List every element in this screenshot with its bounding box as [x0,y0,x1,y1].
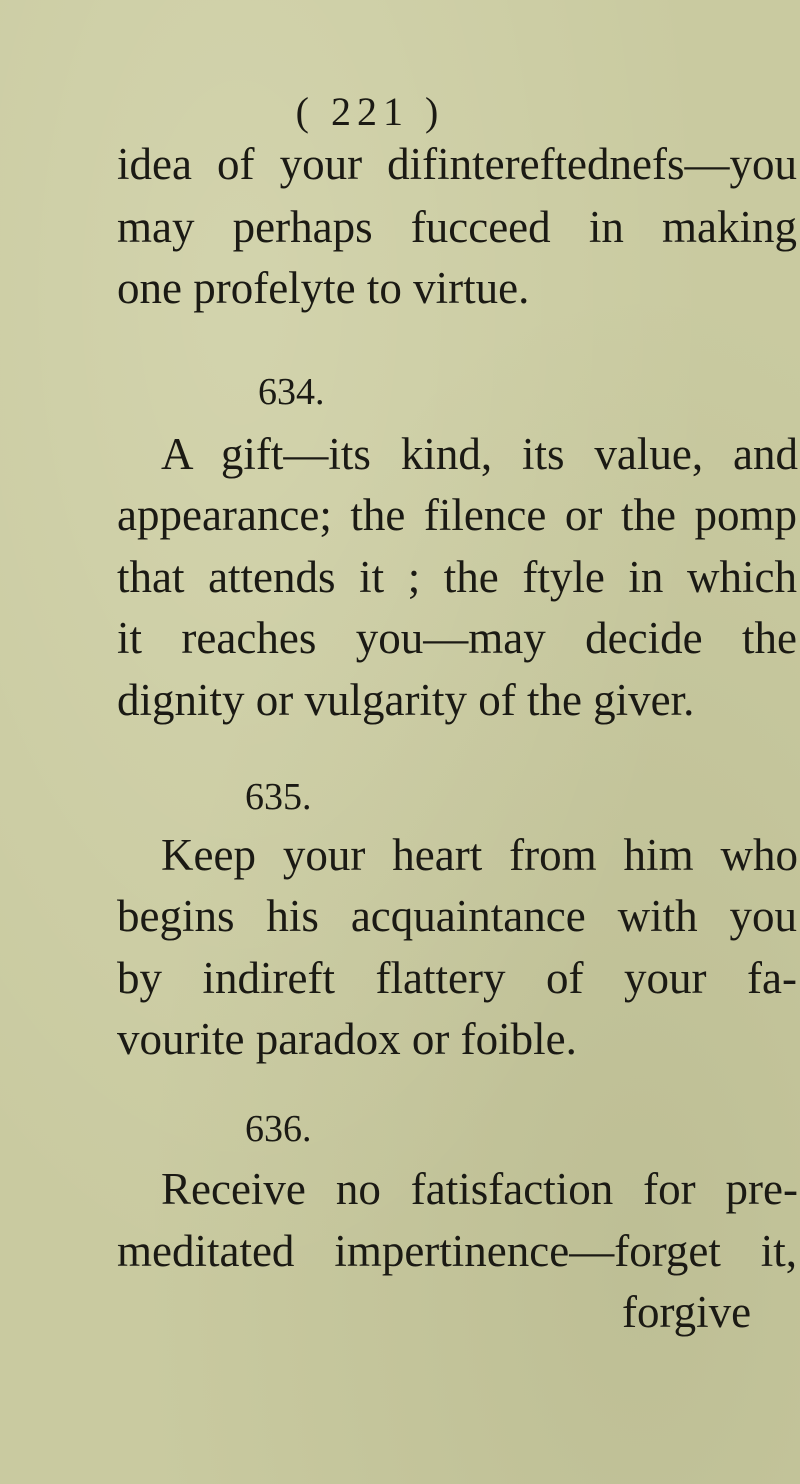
text-line: appearance; the filence or the pomp [117,490,797,540]
text-line: meditated impertinence—forget it, [117,1226,797,1276]
text-line: one profelyte to virtue. [117,263,530,313]
text-line: it reaches you—may decide the [117,613,797,663]
text-line: may perhaps fucceed in making [117,202,797,252]
text-line: idea of your difintereftednefs—you [117,139,797,189]
text-line: that attends it ; the ftyle in which [117,552,797,602]
page-number: ( 221 ) [295,89,445,134]
text-line: dignity or vulgarity of the giver. [117,675,695,725]
text-line: vourite paradox or foible. [117,1014,577,1064]
catchword: forgive [622,1287,752,1337]
text-line: Receive no fatisfaction for pre- [161,1164,798,1214]
text-line: Keep your heart from him who [161,830,798,880]
entry-number: 635. [245,776,312,818]
text-line: by indireft flattery of your fa- [117,953,797,1003]
entry-number: 636. [245,1108,312,1150]
entry-number: 634. [258,371,325,413]
text-line: A gift—its kind, its value, and [161,429,798,479]
text-line: begins his acquaintance with you [117,891,797,941]
